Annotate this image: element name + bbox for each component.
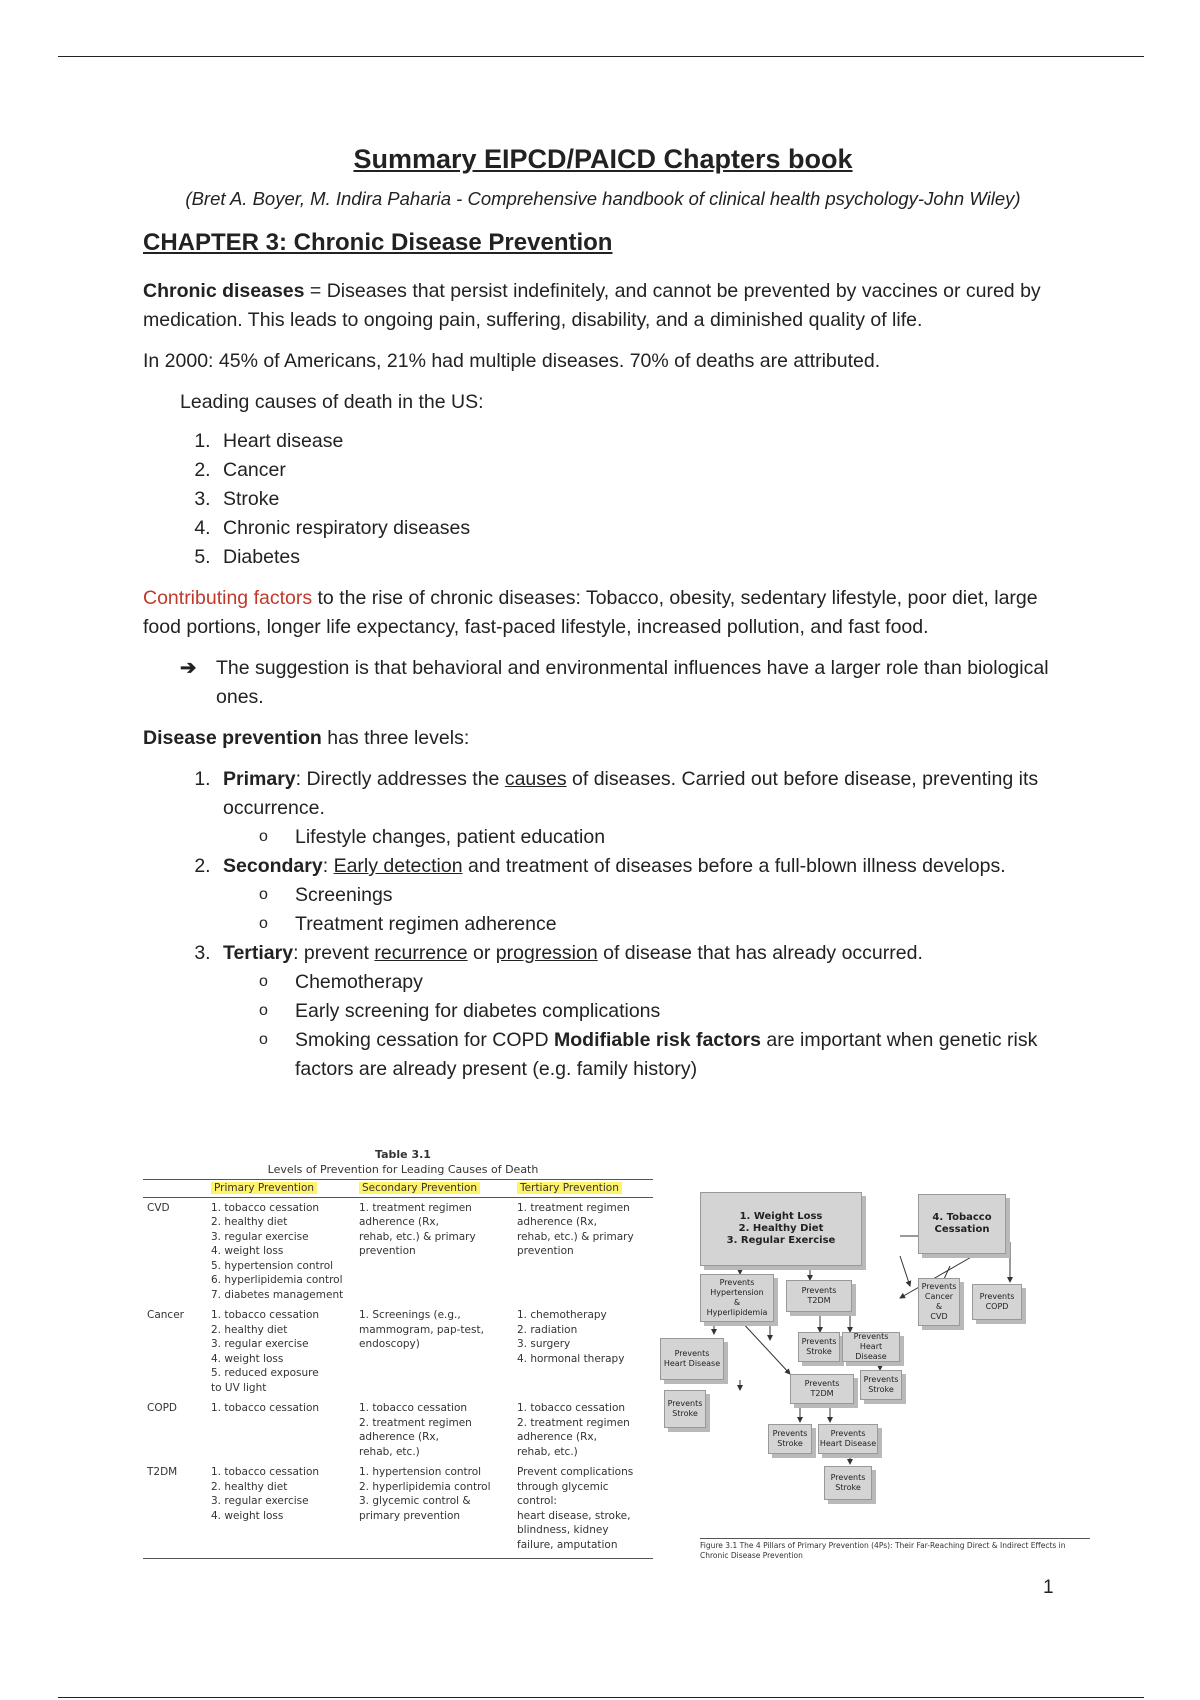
table-row-label: COPD	[147, 1402, 178, 1414]
prevention-table	[143, 1179, 653, 1559]
definition-paragraph	[143, 277, 1063, 335]
four-pillars-diagram	[663, 1192, 1090, 1537]
diagram-box	[790, 1374, 854, 1404]
table-cell: 1. tobacco cessation 2. healthy diet 3. regular exercise 4. weight loss 5. reduced exposure to UV light	[211, 1309, 320, 1394]
diagram-box	[918, 1278, 960, 1326]
level-primary	[216, 765, 1063, 852]
prevention-levels-list	[143, 765, 1063, 1084]
table-cell: Prevent complications through glycemic control: heart disease, stroke, blindness, kidney failure, amputation	[513, 1462, 653, 1559]
prevention-table-figure	[143, 1148, 663, 1559]
chapter-heading: CHAPTER 3: Chronic Disease Prevention	[143, 229, 613, 256]
table-header-row	[143, 1180, 653, 1198]
box-label: 1. Weight Loss 2. Healthy Diet 3. Regular Exercise	[726, 1211, 836, 1246]
suggestion-bullet	[143, 654, 1063, 712]
level-text: of diseases. Carried out before disease, preventing its occurrence.	[223, 768, 1039, 819]
table-row	[143, 1197, 653, 1305]
level-text: of disease that has already occurred.	[597, 942, 923, 964]
box-label: Prevents Stroke	[830, 1473, 866, 1492]
header-label: Tertiary Prevention	[517, 1182, 622, 1194]
table-row	[143, 1305, 653, 1398]
table-cell: 1. tobacco cessation 2. treatment regimen adherence (Rx, rehab, etc.)	[517, 1402, 630, 1458]
figure-caption: Figure 3.1 The 4 Pillars of Primary Prevention (4Ps): Their Far-Reaching Direct & Indirect Effects in Chronic Disease Prevention	[700, 1538, 1090, 1561]
table-title: Table 3.1	[375, 1148, 431, 1161]
diagram-box	[972, 1284, 1022, 1320]
definition-text: = Diseases that persist indefinitely, and cannot be prevented by vaccines or cured by medication. This leads to ongoing pain, suffering, disability, and a diminished quality of life.	[143, 280, 1041, 331]
level-text: :	[322, 855, 334, 877]
table-row-label: Cancer	[147, 1309, 184, 1321]
table-row	[143, 1462, 653, 1559]
factors-paragraph	[143, 584, 1063, 642]
table-row	[143, 1398, 653, 1462]
page-number: 1	[1043, 1577, 1054, 1598]
sub-item: o Chemotherapy	[295, 968, 1063, 997]
list-item: 3. Stroke	[216, 485, 1063, 514]
box-label: Prevents COPD	[979, 1292, 1015, 1311]
table-header-cell	[355, 1180, 513, 1198]
level-text: : prevent	[293, 942, 375, 964]
level-tertiary	[216, 939, 1063, 1084]
table-cell: 1. tobacco cessation	[211, 1402, 320, 1414]
level-underline: causes	[504, 768, 567, 790]
level-underline: Early detection	[333, 855, 463, 877]
diagram-box	[700, 1274, 774, 1322]
box-label: Prevents T2DM	[801, 1286, 837, 1305]
header-label: Primary Prevention	[211, 1182, 317, 1194]
header-rule	[58, 56, 1144, 57]
table-subtitle: Levels of Prevention for Leading Causes of Death	[267, 1162, 539, 1176]
box-label: Prevents Heart Disease	[663, 1349, 721, 1368]
sub-item: o Lifestyle changes, patient education	[295, 823, 1063, 852]
box-label: Prevents Cancer & CVD	[921, 1282, 957, 1321]
box-label: Prevents Hypertension & Hyperlipidemia	[706, 1278, 768, 1317]
causes-intro: Leading causes of death in the US:	[180, 391, 484, 413]
diagram-box	[660, 1338, 724, 1380]
arrow-icon: ➔	[180, 657, 197, 679]
table-cell: 1. tobacco cessation 2. treatment regimen adherence (Rx, rehab, etc.)	[359, 1402, 472, 1458]
causes-list	[143, 427, 1063, 572]
box-label: Prevents Heart Disease	[819, 1429, 877, 1448]
level-text: : Directly addresses the	[295, 768, 505, 790]
box-label: Prevents T2DM	[804, 1379, 840, 1398]
level-term: Primary	[223, 768, 296, 790]
header-label: Secondary Prevention	[359, 1182, 480, 1194]
diagram-box	[768, 1424, 812, 1454]
stats-paragraph: In 2000: 45% of Americans, 21% had multiple diseases. 70% of deaths are attributed.	[143, 350, 881, 372]
diagram-box	[824, 1466, 872, 1500]
diagram-box	[664, 1390, 706, 1428]
list-item: 5. Diabetes	[216, 543, 1063, 572]
prevention-term: Disease prevention	[143, 727, 322, 749]
box-label: 4. Tobacco Cessation	[932, 1212, 992, 1235]
diagram-box	[860, 1370, 902, 1400]
sub-item: o Treatment regimen adherence	[295, 910, 1063, 939]
sub-item	[295, 1026, 1063, 1084]
diagram-box	[818, 1424, 878, 1454]
sub-item-bold: Modifiable risk factors	[554, 1029, 761, 1051]
factors-text: to the rise of chronic diseases: Tobacco, obesity, sedentary lifestyle, poor diet, large food portions, longer life expectancy, fast-paced lifestyle, increased pollution, and fast food.	[143, 587, 1038, 638]
table-row-label: CVD	[147, 1201, 170, 1214]
box-label: Prevents Stroke	[667, 1399, 703, 1418]
definition-term: Chronic diseases	[143, 280, 305, 302]
table-row-label: T2DM	[143, 1462, 207, 1559]
table-cell: 1. treatment regimen adherence (Rx, rehab, etc.) & primary prevention	[517, 1201, 634, 1257]
table-cell: 1. Screenings (e.g., mammogram, pap-test, endoscopy)	[359, 1309, 484, 1350]
pillar-box-lifestyle	[700, 1192, 862, 1266]
table-header-cell	[207, 1180, 355, 1198]
diagram-box	[786, 1280, 852, 1312]
list-item: 1. Heart disease	[216, 427, 1063, 456]
level-underline: recurrence	[374, 942, 468, 964]
table-header-cell	[513, 1180, 653, 1198]
level-term: Secondary	[223, 855, 323, 877]
footer-rule	[58, 1697, 1144, 1698]
table-cell: 1. chemotherapy 2. radiation 3. surgery 4. hormonal therapy	[517, 1309, 625, 1365]
level-term: Tertiary	[223, 942, 294, 964]
box-label: Prevents Stroke	[801, 1337, 837, 1356]
prevention-text: has three levels:	[321, 727, 470, 749]
document-body	[143, 140, 1063, 1084]
sub-item: o Early screening for diabetes complications	[295, 997, 1063, 1026]
level-secondary	[216, 852, 1063, 939]
box-label: Prevents Stroke	[863, 1375, 899, 1394]
document-title: Summary EIPCD/PAICD Chapters book	[353, 144, 853, 174]
diagram-box	[798, 1332, 840, 1362]
table-header-cell	[143, 1180, 207, 1198]
level-text: or	[467, 942, 496, 964]
level-text: and treatment of diseases before a full-blown illness develops.	[462, 855, 1006, 877]
suggestion-text: The suggestion is that behavioral and environmental influences have a larger role than biological ones.	[216, 657, 1049, 708]
table-cell: 1. tobacco cessation 2. healthy diet 3. regular exercise 4. weight loss	[207, 1462, 355, 1559]
sub-item: o Screenings	[295, 881, 1063, 910]
document-subtitle: (Bret A. Boyer, M. Indira Paharia - Comprehensive handbook of clinical health psychology-John Wiley)	[185, 188, 1021, 209]
diagram-box	[842, 1332, 900, 1362]
factors-term: Contributing factors	[143, 587, 313, 609]
sub-list	[223, 968, 1063, 1084]
list-item: 4. Chronic respiratory diseases	[216, 514, 1063, 543]
sub-list	[223, 881, 1063, 939]
table-cell: 1. tobacco cessation 2. healthy diet 3. regular exercise 4. weight loss 5. hypertension control 6. hyperlipidemia control 7. diabetes management	[211, 1201, 344, 1301]
box-label: Prevents Heart Disease	[853, 1332, 889, 1361]
level-underline: progression	[495, 942, 598, 964]
sub-list	[223, 823, 1063, 852]
table-cell: 1. hypertension control 2. hyperlipidemia control 3. glycemic control & primary prevention	[355, 1462, 513, 1559]
box-label: Prevents Stroke	[772, 1429, 808, 1448]
sub-item-text: Smoking cessation for COPD	[295, 1029, 555, 1051]
list-item: 2. Cancer	[216, 456, 1063, 485]
table-cell: 1. treatment regimen adherence (Rx, rehab, etc.) & primary prevention	[359, 1201, 476, 1257]
sub-item-text: are important when genetic risk factors are already present (e.g. family history)	[295, 1029, 1038, 1080]
pillar-box-tobacco	[918, 1194, 1006, 1254]
prevention-paragraph	[143, 724, 1063, 753]
